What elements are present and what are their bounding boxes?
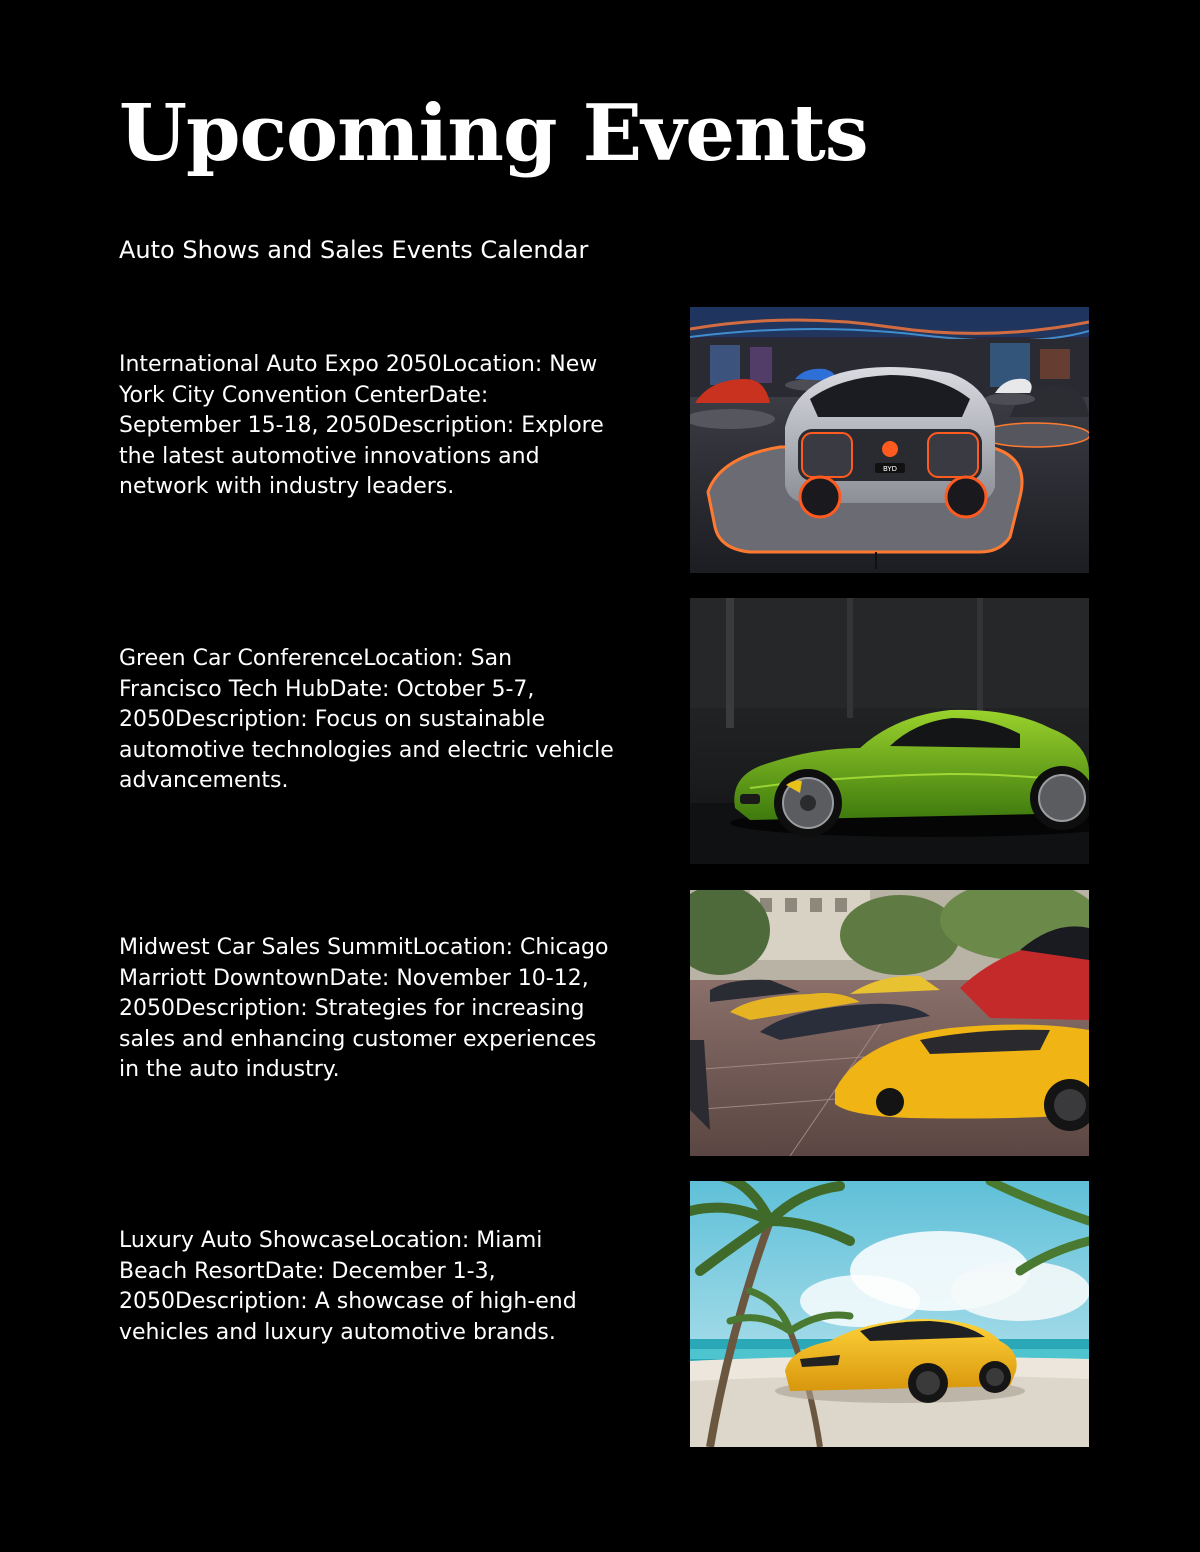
page-title: Upcoming Events xyxy=(119,88,868,179)
event-description-2: Green Car ConferenceLocation: San Francisco Tech HubDate: October 5-7, 2050Description: Focus on sustainable automotive technologies and electric vehicle advancements. xyxy=(119,646,614,793)
auto-expo-showroom-photo xyxy=(690,307,1089,573)
yellow-car-beach-photo xyxy=(690,1181,1089,1447)
parked-supercars-photo xyxy=(690,890,1089,1156)
event-description-4: Luxury Auto ShowcaseLocation: Miami Beach ResortDate: December 1-3, 2050Description: A showcase of high-end vehicles and luxury automotive brands. xyxy=(119,1228,577,1345)
page-subtitle: Auto Shows and Sales Events Calendar xyxy=(119,236,589,264)
event-description-3: Midwest Car Sales SummitLocation: Chicago Marriott DowntownDate: November 10-12, 2050Description: Strategies for increasing sales and enhancing customer experiences in the auto industry. xyxy=(119,935,609,1082)
car-badge-text: BYD xyxy=(882,465,898,473)
green-sports-car-photo xyxy=(690,598,1089,864)
event-description-1: International Auto Expo 2050Location: New York City Convention CenterDate: September 15-18, 2050Description: Explore the latest automotive innovations and network with industry leaders. xyxy=(119,352,604,499)
